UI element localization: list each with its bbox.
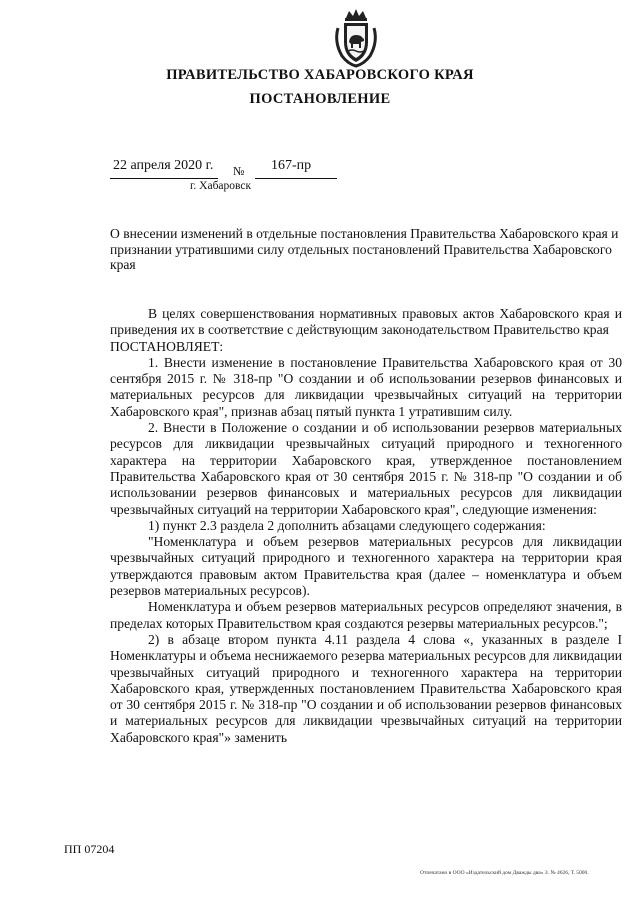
footer-code: ПП 07204 bbox=[64, 842, 115, 856]
coat-of-arms-icon bbox=[330, 8, 382, 70]
item-1-paragraph: 1. Внести изменение в постановление Правительства Хабаровского края от 30 сентября 2015 г. № 318-пр "О создании и об использовании резервов финансовых и материальных ресурсов для ликвидации чрезвычайных ситуаций на территории Хабаровского края", признав абзац пятый пункта 1 утратившим силу. bbox=[110, 354, 622, 419]
document-date: 22 апреля 2020 г. bbox=[113, 158, 214, 173]
document-number: 167-пр bbox=[271, 158, 312, 173]
preamble-paragraph: В целях совершенствования нормативных правовых актов Хабаровского края и приведения их в соответствие с действующим законодательством Правительство края bbox=[110, 306, 622, 338]
decree-word: ПОСТАНОВЛЯЕТ: bbox=[110, 338, 224, 354]
document-subject: О внесении изменений в отдельные постановления Правительства Хабаровского края и признании утратившими силу отдельных постановлений Правительства Хабаровского края bbox=[110, 226, 619, 272]
item-2-paragraph: 2. Внести в Положение о создании и об использовании резервов материальных ресурсов для ликвидации чрезвычайных ситуаций природного и техногенного характера на территории Хабаровского края, утвержденное постановлением Правительства Хабаровского края от 30 сентября 2015 г. № 318-пр "О создании и об использовании резервов финансовых и материальных ресурсов для ликвидации чрезвычайных ситуаций на территории Хабаровского края", следующие изменения: bbox=[110, 420, 622, 517]
organization-title: ПРАВИТЕЛЬСТВО ХАБАРОВСКОГО КРАЯ bbox=[166, 67, 474, 83]
number-sign: № bbox=[233, 164, 245, 178]
number-underline bbox=[255, 178, 337, 179]
date-underline bbox=[110, 178, 218, 179]
document-city: г. Хабаровск bbox=[190, 180, 252, 192]
item-2-2-paragraph: 2) в абзаце втором пункта 4.11 раздела 4 слова «, указанных в разделе I Номенклатуры и объема неснижаемого резерва материальных ресурсов для ликвидации чрезвычайных ситуаций природного и техногенного характера на территории Хабаровского края, утвержденных постановлением Правительства Хабаровского края от 30 сентября 2015 г. № 318-пр "О создании и об использовании резервов финансовых и материальных ресурсов для ликвидации чрезвычайных ситуаций на территории Хабаровского края"» заменить bbox=[110, 631, 622, 745]
quote-1-paragraph: "Номенклатура и объем резервов материальных ресурсов для ликвидации чрезвычайных ситуаций природного и техногенного характера на территории края утверждаются правовым актом Правительства края (далее – номенклатура и объем резервов материальных ресурсов). bbox=[110, 534, 622, 599]
printing-imprint: Отпечатано в ООО «Издательский дом Дважды два» З. № 4626, Т. 5000. bbox=[420, 870, 589, 876]
document-body bbox=[110, 306, 622, 746]
quote-2-paragraph: Номенклатура и объем резервов материальных ресурсов определяют значения, в пределах которых Правительством края создаются резервы материальных ресурсов."; bbox=[110, 599, 622, 631]
item-2-1-paragraph: 1) пункт 2.3 раздела 2 дополнить абзацами следующего содержания: bbox=[148, 517, 546, 533]
document-type-title: ПОСТАНОВЛЕНИЕ bbox=[249, 91, 391, 107]
